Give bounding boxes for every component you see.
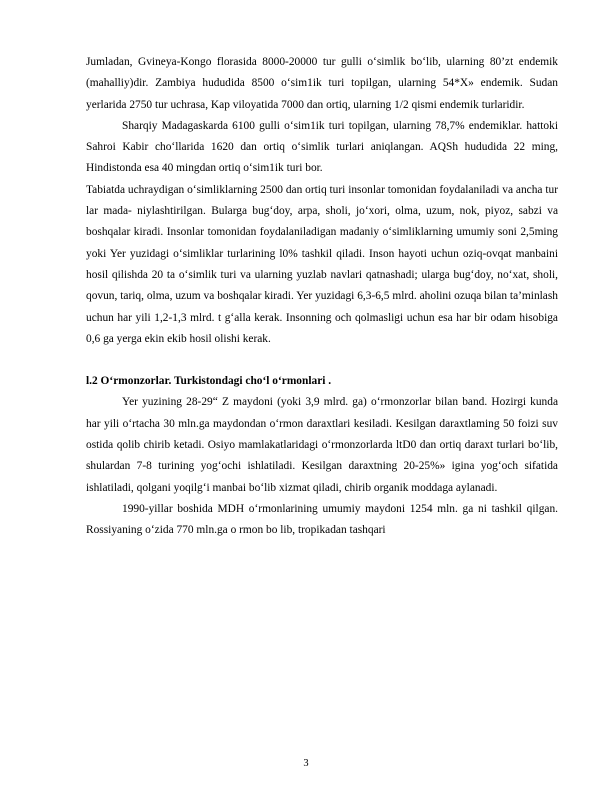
paragraph-flora-counts: Jumladan, Gvineya-Kongo florasida 8000-20000 tur gulli o‘simlik bo‘lib, ularning 80’zt endemik (mahalliy)dir. Zambiya hududida 8500 o‘sim1ik turi topilgan, ularning 54*X» endemik. Sudan yerlarida 2750 tur uchrasa, Kap viloyatida 7000 dan ortiq, ularning 1/2 qismi endemik turlaridir. [86,56,558,111]
page-number: 3 [303,758,309,769]
document-page [86,52,558,542]
section-heading: l.2 O‘rmonzorlar. Turkistondagi cho‘l o‘rmonlari . [86,375,332,388]
paragraph-cis-forests: 1990-yillar boshida MDH o‘rmonlarining umumiy maydoni 1254 mln. ga ni tashkil qilgan. Rossiyaning o‘zida 770 mln.ga o rmon bo lib, tropikadan tashqari [86,502,558,537]
paragraph-cultivated-plants: Tabiatda uchraydigan o‘simliklarning 2500 dan ortiq turi insonlar tomonidan foydalaniladi va ancha tur lar mada- niylashtirilgan. Bularga bug‘doy, arpa, sholi, jo‘xori, olma, uzum, nok, piyoz, sabzi va boshqalar kiradi. Insonlar tomonidan foydalaniladigan madaniy o‘simliklarning umumiy soni 2,5ming yoki Yer yuzidagi o‘simliklar turlarining l0% tashkil qiladi. Inson hayoti uchun oziq-ovqat manbaini hosil qilishda 20 ta o‘simlik turi va ularning yuzlab navlari qatnashadi; ularga bug‘doy, no‘xat, sholi, qovun, tariq, olma, uzum va boshqalar kiradi. Yer yuzidagi 6,3-6,5 mlrd. aholini ozuqa bilan ta’minlash uchun har yili 1,2-1,3 mlrd. t g‘alla kerak. Insonning och qolmasligi uchun esa har bir odam hisobiga 0,6 ga yerga ekin ekib hosil olishi kerak. [86,183,558,345]
section-spacer [86,350,558,371]
paragraph-madagascar: Sharqiy Madagaskarda 6100 gulli o‘sim1ik turi topilgan, ularning 78,7% endemiklar. hattoki Sahroi Kabir cho‘llarida 1620 dan ortiq o‘simlik turlari aniqlangan. AQSh hududida 22 ming, Hindistonda esa 40 mingdan ortiq o‘sim1ik turi bor. [86,119,558,175]
paragraph-forests: Yer yuzining 28-29“ Z maydoni (yoki 3,9 mlrd. ga) o‘rmonzorlar bilan band. Hozirgi kunda har yili o‘rtacha 30 mln.ga maydondan o‘rmon daraxtlari kesiladi. Kesilgan daraxtlaming 50 foizi suv ostida qolib chirib ketadi. Osiyo mamlakatlaridagi o‘rmonzorlarda ltD0 dan ortiq daraxt turlari bo‘lib, shulardan 7-8 turining yog‘ochi ishlatiladi. Kesilgan daraxtning 20-25%» igina yog‘och sifatida ishlatiladi, qolgani yoqilg‘i manbai bo‘lib xizmat qiladi, chirib organik moddaga aylanadi. [86,396,558,494]
